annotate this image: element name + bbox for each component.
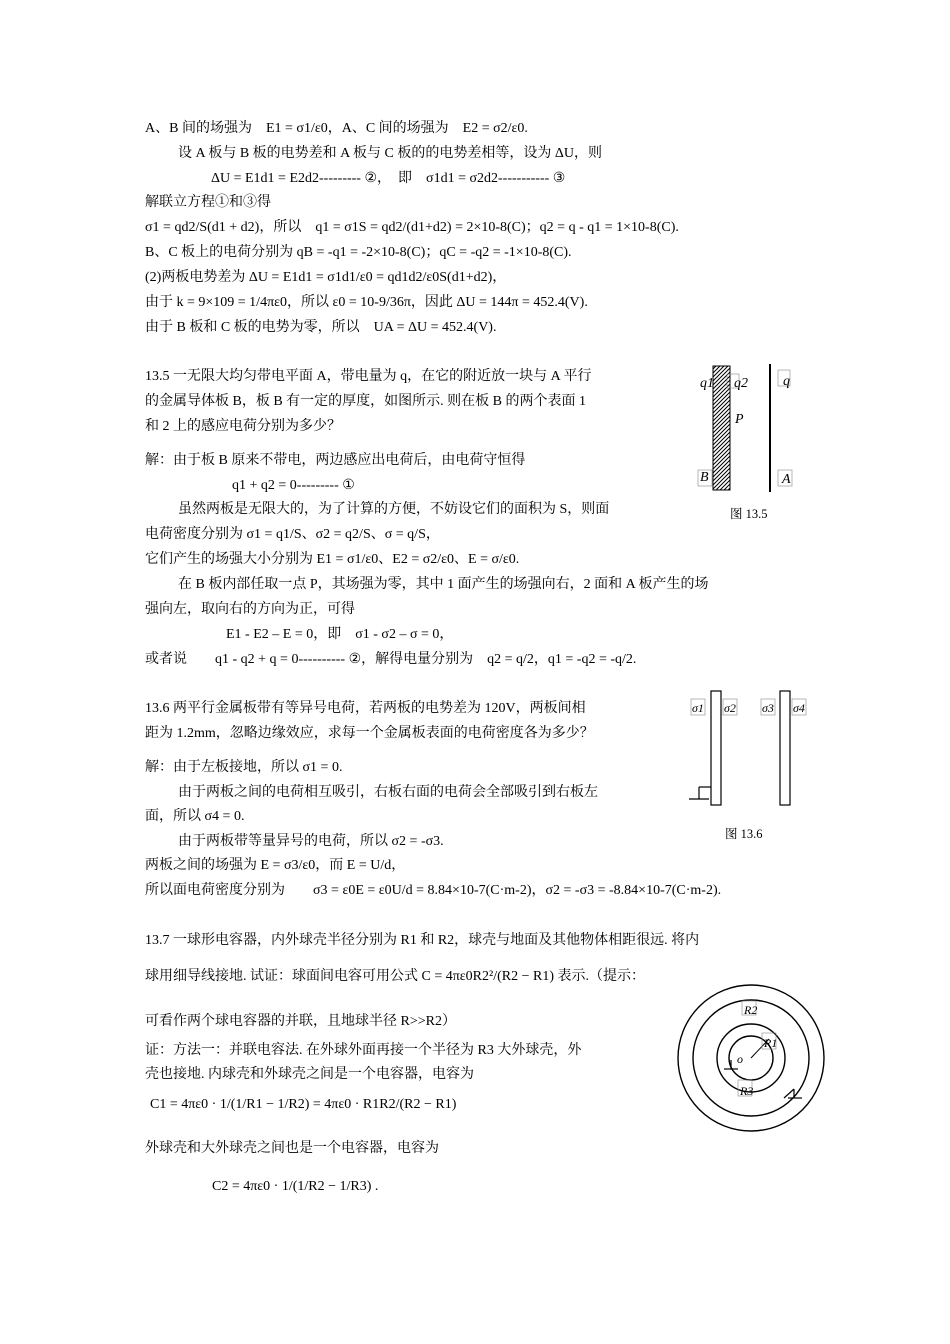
figure-caption-13-5: 图 13.5 — [730, 507, 768, 521]
label-r3: R3 — [740, 1084, 754, 1098]
label-r2: R2 — [744, 1003, 758, 1017]
label-r1: R1 — [764, 1036, 778, 1050]
label-sigma3: σ3 — [762, 701, 774, 715]
label-sigma2: σ2 — [724, 701, 736, 715]
plate-b — [713, 366, 730, 490]
problem-title-13-7: 13.7 一球形电容器，内外球壳半径分别为 R1 和 R2，球壳与地面及其他物体相距很远. 将内 — [145, 933, 700, 948]
text-line: 壳也接地. 内球壳和外球壳之间是一个电容器，电容为 — [145, 1067, 474, 1082]
equation-line: E1 - E2 – E = 0，即 σ1 - σ2 – σ = 0， — [226, 627, 454, 642]
text-line: 证：方法一：并联电容法. 在外球外面再接一个半径为 R3 大外球壳，外 — [145, 1043, 582, 1058]
text-line: B、C 板上的电荷分别为 qB = -q1 = -2×10-8(C)；qC = -q2 = -1×10-8(C). — [145, 245, 572, 260]
equation-c2: C2 = 4πε0 · 1/(1/R2 − 1/R3) . — [212, 1179, 379, 1194]
text-line: A、B 间的场强为 E1 = σ1/ε0，A、C 间的场强为 E2 = σ2/ε0. — [145, 121, 528, 136]
right-plate — [780, 691, 790, 805]
text-line: 和 2 上的感应电荷分别为多少？ — [145, 419, 341, 434]
text-line: 由于 B 板和 C 板的电势为零，所以 UA = ΔU = 452.4(V). — [145, 320, 497, 335]
label-q: q — [783, 374, 790, 389]
text-line: σ1 = qd2/S(d1 + d2)，所以 q1 = σ1S = qd2/(d1+d2) = 2×10-8(C)；q2 = q - q1 = 1×10-8(C). — [145, 220, 679, 235]
text-line: 设 A 板与 B 板的电势差和 A 板与 C 板的的电势差相等，设为 ΔU，则 — [178, 146, 602, 161]
text-line: 由于两板之间的电荷相互吸引，右板右面的电荷会全部吸引到右板左 — [178, 785, 598, 800]
text-line: 解：由于左板接地，所以 σ1 = 0. — [145, 760, 343, 775]
text-line: 两板之间的场强为 E = σ3/ε0，而 E = U/d， — [145, 858, 406, 873]
text-line: 它们产生的场强大小分别为 E1 = σ1/ε0、E2 = σ2/ε0、E = σ/ε0. — [145, 552, 520, 567]
label-a: A — [782, 472, 791, 487]
equation-line: ΔU = E1d1 = E2d2--------- ②， 即 σ1d1 = σ2d2----------- ③ — [211, 171, 566, 186]
text-line: 或者说 q1 - q2 + q = 0---------- ②，解得电量分别为 q2 = q/2，q1 = -q2 = -q/2. — [145, 652, 637, 667]
text-line: 距为 1.2mm，忽略边缘效应，求每一个金属板表面的电荷密度各为多少？ — [145, 726, 594, 741]
problem-title-13-5: 13.5 一无限大均匀带电平面 A，带电量为 q，在它的附近放一块与 A 平行 — [145, 369, 592, 384]
problem-title-13-6: 13.6 两平行金属板带有等异号电荷，若两板的电势差为 120V，两板间相 — [145, 701, 586, 716]
label-b: B — [700, 470, 709, 485]
figure-caption-13-6: 图 13.6 — [725, 827, 763, 841]
text-line: 由于两板带等量异号的电荷，所以 σ2 = -σ3. — [178, 834, 444, 849]
text-line: 所以面电荷密度分别为 σ3 = ε0E = ε0U/d = 8.84×10-7(C·m-2)，σ2 = -σ3 = -8.84×10-7(C·m-2). — [145, 883, 722, 898]
text-line: 虽然两板是无限大的，为了计算的方便，不妨设它们的面积为 S，则面 — [178, 502, 610, 517]
label-sigma4: σ4 — [793, 701, 805, 715]
label-q2: q2 — [734, 376, 748, 391]
label-q1: q1 — [700, 376, 714, 391]
text-line: 面，所以 σ4 = 0. — [145, 809, 245, 824]
text-line: 可看作两个球电容器的并联，且地球半径 R>>R2） — [145, 1014, 456, 1029]
text-line: 由于 k = 9×109 = 1/4πε0，所以 ε0 = 10-9/36π，因此 ΔU = 144π = 452.4(V). — [145, 295, 588, 310]
text-line: 解联立方程①和③得 — [145, 195, 271, 210]
text-line: 外球壳和大外球壳之间也是一个电容器，电容为 — [145, 1141, 439, 1156]
text-line: 的金属导体板 B，板 B 有一定的厚度，如图所示. 则在板 B 的两个表面 1 — [145, 394, 587, 409]
equation-c1: C1 = 4πε0 · 1/(1/R1 − 1/R2) = 4πε0 · R1R2/(R2 − R1) — [150, 1097, 457, 1112]
text-line: 在 B 板内部任取一点 P，其场强为零，其中 1 面产生的场强向右，2 面和 A 板产生的场 — [178, 577, 709, 592]
left-plate — [711, 691, 721, 805]
text-line: 电荷密度分别为 σ1 = q1/S、σ2 = q2/S、σ = q/S， — [145, 527, 440, 542]
text-line: 解：由于板 B 原来不带电，两边感应出电荷后，由电荷守恒得 — [145, 453, 526, 468]
equation-line: q1 + q2 = 0--------- ① — [232, 478, 355, 493]
label-p: P — [735, 412, 744, 427]
label-o: o — [737, 1052, 743, 1066]
label-sigma1: σ1 — [692, 701, 704, 715]
text-line: 强向左，取向右的方向为正，可得 — [145, 602, 355, 617]
text-line: (2)两板电势差为 ΔU = E1d1 = σ1d1/ε0 = qd1d2/ε0S(d1+d2)， — [145, 270, 507, 285]
text-line: 球用细导线接地. 试证：球面间电容可用公式 C = 4πε0R2²/(R2 − R1) 表示.（提示： — [145, 969, 645, 984]
